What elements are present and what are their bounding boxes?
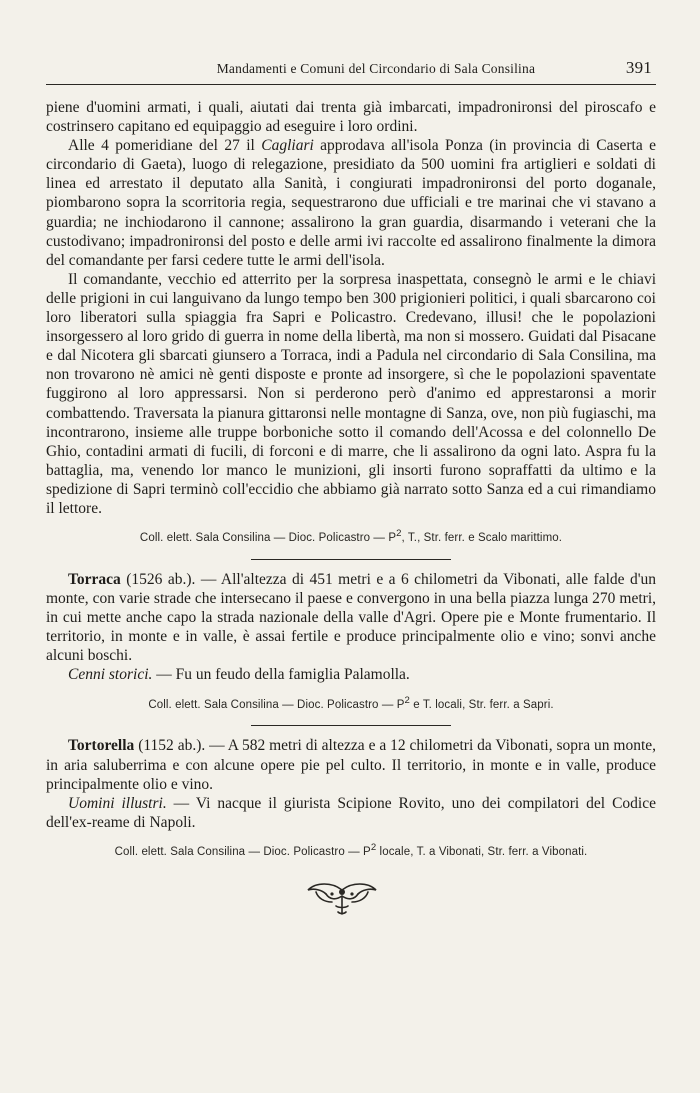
paragraph-start: Alle 4 pomeridiane del 27 il [68, 137, 262, 155]
note-text: Coll. elett. Sala Consilina — Dioc. Policastro — P [114, 845, 371, 858]
note-tail: , T., Str. ferr. e Scalo marittimo. [401, 531, 563, 544]
entry-text: (1152 ab.). — A 582 metri di altezza e a 12 chilometri da Vibonati, sopra un monte, in aria saluberrima e con alcune opere pie pel culto. Il territorio, in monte e in valle, produce principalmente olio e vino. [46, 737, 656, 793]
ship-name: Cagliari [261, 137, 314, 155]
entry-subsection [46, 794, 656, 832]
ornament-icon [302, 880, 382, 918]
note-sup: 2 [404, 694, 410, 706]
subsection-label: Uomini illustri. [68, 794, 167, 812]
subsection-text: — Vi nacque il giurista Scipione Rovito, uno dei compilatori del Codice dell'ex-reame di Napoli. [46, 794, 656, 831]
note-tail: e T. locali, Str. ferr. a Sapri. [409, 698, 554, 711]
electoral-note [46, 838, 656, 862]
running-head [46, 58, 656, 85]
electoral-note [46, 691, 656, 715]
paragraph-rest: approdava all'isola Ponza (in provincia di Caserta e circondario di Gaeta), luogo di relegazione, presidiato da 500 uomini fra artiglieri e soldati di linea ed arrestato il deputato alla Sanità, i congiurati impadronironsi del porto doganale, piombarono sopra la scorritoria regia, sequestrarono due ufficiali e tre marinai che vi stavano a guardia; ne inchiodarono il cannone; assalirono la gran guardia, disarmando i veterani che la custodivano; impadronironsi del posto e delle armi ivi raccolte ed assalirono finalmente la dimora del comandante per farsi cedere tutte le armi dell'isola. [46, 137, 656, 269]
page [46, 58, 656, 862]
note-tail: locale, T. a Vibonati, Str. ferr. a Vibonati. [376, 845, 588, 858]
entry-name: Tortorella [68, 737, 135, 755]
body-text [46, 98, 656, 862]
subsection-text: — Fu un feudo della famiglia Palamolla. [152, 666, 410, 684]
note-text: Coll. elett. Sala Consilina — Dioc. Policastro — P [139, 531, 397, 544]
running-title: Mandamenti e Comuni del Circondario di Sala Consilina [216, 61, 536, 76]
paragraph: Il comandante, vecchio ed atterrito per la sorpresa inaspettata, consegnò le armi e le chiavi delle prigioni in cui languivano da lungo tempo ben 300 prigionieri politici, i quali sbarcarono coi loro liberatori sulla spiaggia fra Sapri e Policastro. Credevano, illusi! che le popolazioni insorgessero al loro grido di guerra in nome della libertà, ma non si mossero. Guidati dal Pisacane e dal Nicotera gli sbarcati giunsero a Torraca, indi a Padula nel circondario di Sala Consilina, ma non trovarono nè amici nè genti disposte e pronte ad insorgere, sì che le popolazioni spaventate fuggirono al loro appressarsi. Non si perderono però d'animo ed apprestaronsi a morir combattendo. Traversata la pianura gittaronsi nelle montagne di Sanza, ove, non più fugiaschi, ma incontrarono, insieme alle truppe borboniche sotto il comando dell'Acossa e del colonnello De Ghio, contadini armati di fucili, di forconi e di marre, che li assalirono da ogni lato. Aspra fu la battaglia, ma, venendo lor manco le munizioni, gli insorti furono sopraffatti da ultimo e la spedizione di Sapri terminò coll'eccidio che abbiamo già narrato sotto Sanza ed a cui rimandiamo il lettore. [46, 270, 656, 517]
electoral-note [46, 524, 656, 548]
separator-rule [251, 559, 451, 560]
note-text: Coll. elett. Sala Consilina — Dioc. Policastro — P [148, 698, 405, 711]
subsection-label: Cenni storici. [68, 666, 153, 684]
entry-text: (1526 ab.). — All'altezza di 451 metri e a 6 chilometri da Vibonati, alle falde d'un monte, con varie strade che intersecano il paese e convergono in una bella piazza lunga 270 metri, in cui mette anche capo la strada nazionale della valle d'Agri. Opere pie e Monte frumentario. Il territorio, in monte e in valle, è assai fertile e produce principalmente olio e vino; sonvi anche alcuni boschi. [46, 570, 656, 665]
entry-tortorella [46, 736, 656, 793]
page-number: 391 [625, 58, 652, 77]
entry-torraca [46, 570, 656, 665]
entry-name: Torraca [68, 570, 121, 588]
note-sup: 2 [370, 841, 377, 853]
entry-subsection [46, 665, 656, 684]
paragraph [46, 136, 656, 270]
note-sup: 2 [396, 528, 402, 540]
paragraph: piene d'uomini armati, i quali, aiutati dai trenta già imbarcati, impadronironsi del piroscafo e costrinsero capitano ed equipaggio ad eseguire i loro ordini. [46, 99, 656, 136]
separator-rule [251, 725, 451, 726]
